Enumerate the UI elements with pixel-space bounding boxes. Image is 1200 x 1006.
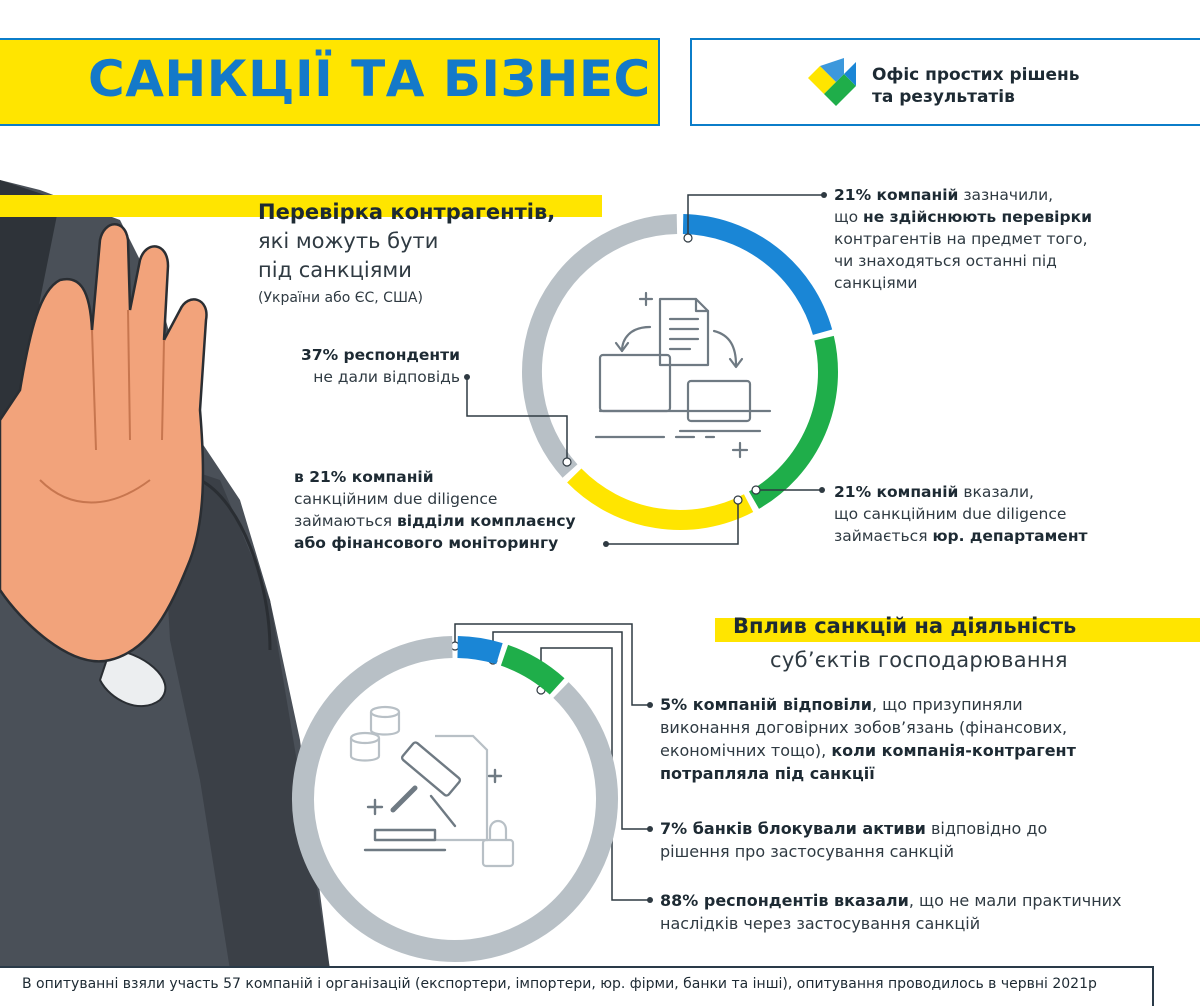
section2-title-line1: Вплив санкцій на діяльність: [733, 614, 1077, 638]
label-suspended-l2: виконання договірних зобов’язань (фінансових,: [660, 718, 1068, 737]
donut-segment-1: [458, 647, 500, 654]
label-not-checking: [834, 184, 1092, 294]
label-compliance: [294, 466, 576, 554]
label-banks-l2: рішення про застосування санкцій: [660, 842, 955, 861]
donut-segment-2: [504, 655, 557, 686]
section1-title-line1: Перевірка контрагентів,: [258, 200, 556, 224]
label-compliance-l3a: займаються: [294, 512, 397, 530]
label-legal: [834, 481, 1088, 547]
label-legal-rest: вказали,: [958, 483, 1034, 501]
label-suspended-l3a: економічних тощо),: [660, 741, 832, 760]
section1-subtitle: (України або ЄС, США): [258, 290, 423, 306]
label-banks-rest: відповідно до: [925, 819, 1048, 838]
label-no-answer-rest: не дали відповідь: [313, 368, 460, 386]
label-compliance-l4: або фінансового моніторингу: [294, 534, 559, 552]
label-compliance-bold1: в 21% компаній: [294, 468, 434, 486]
document-transfer-icon: [590, 285, 780, 465]
label-no-consequences-l2: наслідків через застосування санкцій: [660, 914, 981, 933]
label-suspended-l3b: коли компанія-контрагент: [831, 741, 1076, 760]
logo-line-2: та результатів: [872, 87, 1015, 107]
label-not-checking-l3: контрагентів на предмет того,: [834, 230, 1088, 248]
label-compliance-l3b: відділи комплаєнсу: [397, 512, 576, 530]
label-no-answer: [292, 344, 460, 388]
label-not-checking-bold: 21% компаній: [834, 186, 959, 204]
label-suspended-bold: 5% компаній відповіли: [660, 695, 872, 714]
label-not-checking-rest: зазначили,: [958, 186, 1054, 204]
logo-line-1: Офіс простих рішень: [872, 65, 1080, 85]
label-compliance-l2: санкційним due diligence: [294, 490, 498, 508]
label-legal-l3b: юр. департамент: [932, 527, 1088, 545]
page-title: САНКЦІЇ ТА БІЗНЕС: [88, 50, 651, 108]
label-suspended-l4: потрапляла під санкції: [660, 764, 875, 783]
label-legal-l2: що санкційним due diligence: [834, 505, 1067, 523]
label-suspended: [660, 693, 1076, 785]
section2-title-line2: суб’єктів господарювання: [770, 648, 1068, 672]
footer-note: В опитуванні взяли участь 57 компаній і організацій (експортери, імпортери, юр. фірми, банки та інші), опитування проводилось в червні 2021р: [22, 976, 1097, 992]
label-banks: [660, 817, 1047, 863]
label-suspended-rest: , що призупиняли: [871, 695, 1023, 714]
label-legal-bold: 21% компаній: [834, 483, 959, 501]
label-not-checking-l2a: що: [834, 208, 864, 226]
label-not-checking-l2b: не здійснюють перевірки: [863, 208, 1092, 226]
label-legal-l3a: займається: [834, 527, 933, 545]
section1-title-line2: які можуть бути: [258, 229, 439, 253]
label-not-checking-l4: чи знаходяться останні під: [834, 252, 1057, 270]
label-banks-bold: 7% банків блокували активи: [660, 819, 926, 838]
label-no-consequences: [660, 889, 1122, 935]
label-no-answer-bold: 37% респонденти: [301, 346, 460, 364]
gavel-lock-icon: [345, 700, 525, 880]
label-no-consequences-rest: , що не мали практичних: [908, 891, 1122, 910]
label-not-checking-l5: санкціями: [834, 274, 918, 292]
section1-title-line3: під санкціями: [258, 258, 412, 282]
label-no-consequences-bold: 88% респондентів вказали: [660, 891, 909, 910]
